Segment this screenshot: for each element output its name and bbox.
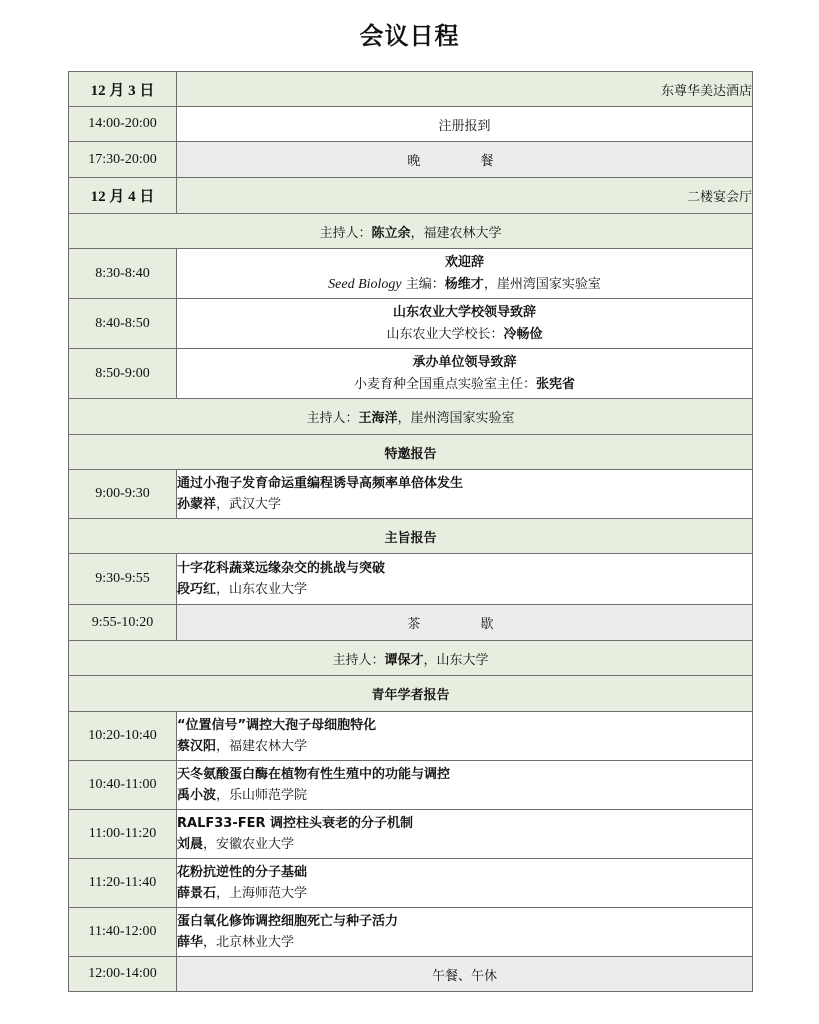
speaker-name: 禹小波 — [177, 788, 217, 803]
event-cell — [177, 349, 753, 399]
event-title: 承办单位领导致辞 — [412, 354, 517, 370]
section-title: 特邀报告 — [69, 435, 753, 470]
event-text: 茶 歇 — [407, 617, 522, 632]
speaker-name: 薛华 — [177, 935, 204, 950]
person-name: 张宪省 — [536, 376, 576, 392]
speaker-affiliation: ，安徽农业大学 — [203, 837, 295, 852]
role-text: 山东农业大学校长： — [386, 326, 504, 342]
time-cell: 9:30-9:55 — [69, 554, 177, 605]
talk-cell — [177, 470, 753, 519]
event-title: 山东农业大学校领导致辞 — [392, 304, 536, 320]
time-cell: 10:40-11:00 — [69, 761, 177, 810]
speaker-affiliation: ，乐山师范学院 — [216, 788, 308, 803]
day-header-row — [69, 72, 753, 107]
schedule-row — [69, 299, 753, 349]
host-row — [69, 399, 753, 435]
event-title: 欢迎辞 — [444, 254, 484, 270]
page-title: 会议日程 — [359, 22, 460, 50]
talk-cell — [177, 810, 753, 859]
role-text: 主编： — [401, 276, 445, 292]
time-cell: 17:30-20:00 — [69, 142, 177, 178]
speaker-name: 刘晨 — [177, 837, 204, 852]
host-org: ，崖州湾国家实验室 — [397, 411, 515, 426]
talk-row — [69, 810, 753, 859]
day-header-row — [69, 178, 753, 214]
talk-speaker-line — [177, 834, 752, 855]
talk-title: 通过小孢子发育命运重编程诱导高频率单倍体发生 — [177, 476, 464, 491]
talk-row — [69, 712, 753, 761]
time-cell: 8:30-8:40 — [69, 249, 177, 299]
schedule-row — [69, 349, 753, 399]
speaker-name: 孙蒙祥 — [177, 497, 217, 512]
host-cell — [69, 399, 753, 435]
host-row — [69, 214, 753, 249]
break-row — [69, 957, 753, 992]
talk-cell — [177, 908, 753, 957]
talk-title: “位置信号”调控大孢子母细胞特化 — [177, 718, 377, 733]
event-detail — [177, 324, 752, 346]
time-cell: 9:00-9:30 — [69, 470, 177, 519]
talk-row — [69, 761, 753, 810]
host-prefix: 主持人： — [306, 411, 359, 426]
talk-row — [69, 470, 753, 519]
speaker-affiliation: ，山东农业大学 — [216, 582, 308, 597]
schedule-row — [69, 107, 753, 142]
talk-row — [69, 554, 753, 605]
time-cell: 12:00-14:00 — [69, 957, 177, 992]
section-title: 主旨报告 — [69, 519, 753, 554]
host-org: ，山东大学 — [423, 652, 489, 668]
talk-speaker-line — [177, 736, 752, 757]
person-name: 冷畅俭 — [503, 326, 543, 342]
section-row — [69, 435, 753, 470]
event-cell: 午餐、午休 — [177, 957, 753, 992]
host-name: 陈立余 — [371, 225, 411, 241]
section-title: 青年学者报告 — [69, 676, 753, 712]
event-detail — [177, 274, 752, 296]
day-date: 12 月 3 日 — [69, 72, 177, 107]
host-org: ，福建农林大学 — [410, 225, 502, 241]
time-cell: 8:50-9:00 — [69, 349, 177, 399]
talk-cell — [177, 859, 753, 908]
host-row — [69, 641, 753, 676]
host-prefix: 主持人： — [332, 652, 385, 668]
day-venue: 东尊华美达酒店 — [177, 72, 753, 107]
talk-title: 十字花科蔬菜远缘杂交的挑战与突破 — [177, 561, 386, 576]
section-row — [69, 519, 753, 554]
break-row — [69, 605, 753, 641]
time-cell: 9:55-10:20 — [69, 605, 177, 641]
time-cell: 10:20-10:40 — [69, 712, 177, 761]
talk-title: 花粉抗逆性的分子基础 — [177, 865, 308, 880]
speaker-name: 蔡汉阳 — [177, 739, 217, 754]
person-name: 杨维才 — [444, 276, 484, 292]
event-cell: 注册报到 — [177, 107, 753, 142]
host-cell — [69, 214, 753, 249]
event-detail — [177, 374, 752, 396]
role-text: 小麦育种全国重点实验室主任： — [353, 376, 536, 392]
schedule-row — [69, 142, 753, 178]
talk-cell — [177, 554, 753, 605]
talk-title: 天冬氨酸蛋白酶在植物有性生殖中的功能与调控 — [177, 767, 451, 782]
host-name: 谭保才 — [384, 652, 424, 668]
time-cell: 11:00-11:20 — [69, 810, 177, 859]
event-cell — [177, 299, 753, 349]
time-cell: 8:40-8:50 — [69, 299, 177, 349]
host-prefix: 主持人： — [319, 225, 372, 241]
host-cell — [69, 641, 753, 676]
talk-speaker-line — [177, 579, 752, 600]
speaker-affiliation: ，上海师范大学 — [216, 886, 308, 901]
talk-row — [69, 908, 753, 957]
talk-cell — [177, 712, 753, 761]
event-cell — [177, 605, 753, 641]
event-text: 晚 餐 — [407, 154, 522, 169]
day-date: 12 月 4 日 — [69, 178, 177, 214]
talk-row — [69, 859, 753, 908]
time-cell: 11:40-12:00 — [69, 908, 177, 957]
talk-speaker-line — [177, 932, 752, 953]
speaker-name: 段巧红 — [177, 582, 217, 597]
day-venue: 二楼宴会厅 — [177, 178, 753, 214]
talk-speaker-line — [177, 494, 752, 515]
event-cell — [177, 142, 753, 178]
talk-speaker-line — [177, 785, 752, 806]
speaker-affiliation: ，武汉大学 — [216, 497, 282, 512]
speaker-affiliation: ，福建农林大学 — [216, 739, 308, 754]
affiliation: ，崖州湾国家实验室 — [483, 276, 601, 292]
talk-title: 蛋白氧化修饰调控细胞死亡与种子活力 — [177, 914, 399, 929]
section-row — [69, 676, 753, 712]
talk-cell — [177, 761, 753, 810]
event-cell — [177, 249, 753, 299]
talk-speaker-line — [177, 883, 752, 904]
time-cell: 11:20-11:40 — [69, 859, 177, 908]
journal-name: Seed Biology — [328, 276, 402, 292]
time-cell: 14:00-20:00 — [69, 107, 177, 142]
speaker-name: 薛景石 — [177, 886, 217, 901]
schedule-row — [69, 249, 753, 299]
speaker-affiliation: ，北京林业大学 — [203, 935, 295, 950]
talk-title: RALF33-FER 调控柱头衰老的分子机制 — [177, 816, 414, 831]
schedule-table — [68, 71, 753, 992]
host-name: 王海洋 — [358, 411, 398, 426]
